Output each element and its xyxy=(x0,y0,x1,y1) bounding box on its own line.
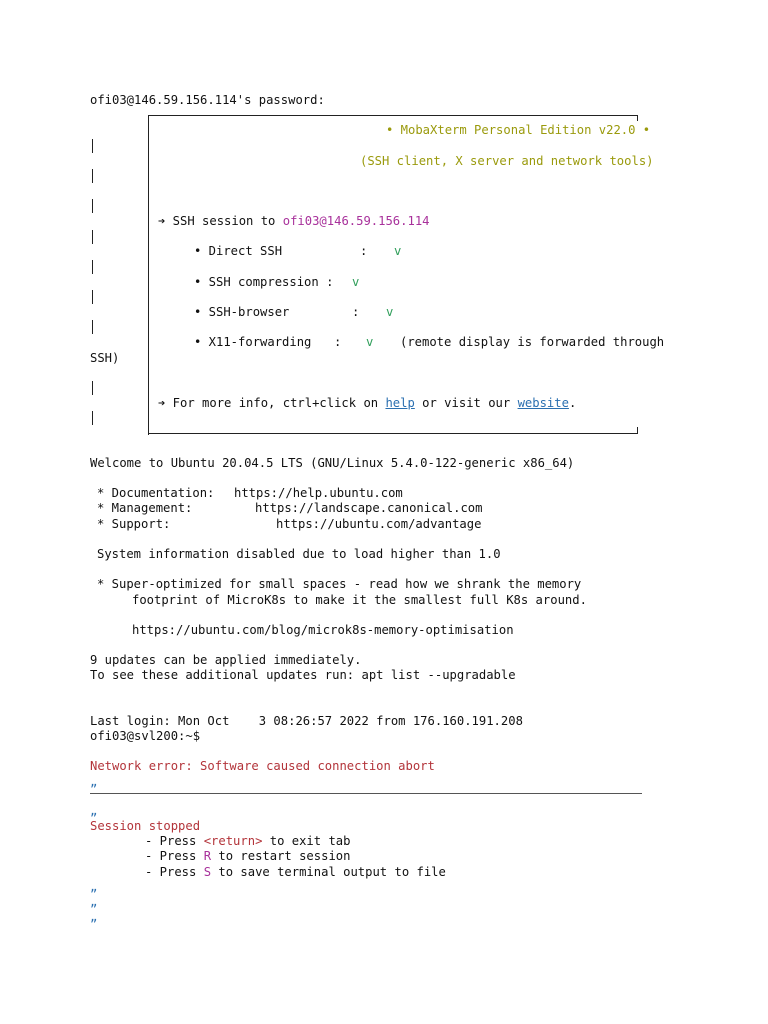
support-label: * Support: xyxy=(97,517,171,531)
ssh-session-label: ➔ SSH session to xyxy=(158,214,283,228)
support-url: https://ubuntu.com/advantage xyxy=(276,517,482,531)
last-login: Last login: Mon Oct 3 08:26:57 2022 from 176.160.191.208 xyxy=(90,714,523,728)
return-key: <return> xyxy=(203,834,263,848)
feature-ssh-compression: • SSH compression : xyxy=(194,275,334,289)
x11-note-cont: SSH) xyxy=(90,351,120,365)
press-label: - Press xyxy=(145,865,204,879)
feature-check: v xyxy=(394,244,402,258)
info-prefix: ➔ For more info, ctrl+click on xyxy=(158,396,386,410)
updates-line2: To see these additional updates run: apt list --upgradable xyxy=(90,668,516,682)
ssh-session-host: ofi03@146.59.156.114 xyxy=(282,214,430,228)
feature-sep: : xyxy=(360,244,368,258)
microk8s-line2: footprint of MicroK8s to make it the smallest full K8s around. xyxy=(132,593,587,607)
shell-prompt: ofi03@svl200:~$ xyxy=(90,729,201,743)
return-text: to exit tab xyxy=(262,834,351,848)
frame-edge xyxy=(92,230,93,244)
info-line xyxy=(158,396,576,411)
frame-edge xyxy=(92,169,93,183)
feature-check: v xyxy=(366,335,374,349)
marker-glyph: „ xyxy=(90,804,98,818)
ssh-session-line xyxy=(158,214,430,229)
banner-frame-corner xyxy=(637,115,638,121)
frame-edge xyxy=(92,290,93,304)
banner-frame-bottom xyxy=(148,433,638,434)
feature-direct-ssh: • Direct SSH xyxy=(194,244,283,258)
press-s-line xyxy=(145,865,446,880)
updates-line1: 9 updates can be applied immediately. xyxy=(90,653,362,667)
marker-glyph: „ xyxy=(90,895,98,909)
s-text: to save terminal output to file xyxy=(211,865,446,879)
separator-line xyxy=(90,793,642,794)
banner-frame-corner xyxy=(637,427,638,433)
feature-sep: : xyxy=(334,335,342,349)
feature-check: v xyxy=(352,275,360,289)
frame-edge xyxy=(92,320,93,334)
feature-sep: : xyxy=(352,305,360,319)
feature-x11-forwarding: • X11-forwarding xyxy=(194,335,312,349)
press-label: - Press xyxy=(145,834,204,848)
banner-subtitle: (SSH client, X server and network tools) xyxy=(360,154,654,168)
doc-url: https://help.ubuntu.com xyxy=(234,486,403,500)
network-error: Network error: Software caused connection abort xyxy=(90,759,435,773)
info-end: . xyxy=(568,396,577,410)
press-label: - Press xyxy=(145,849,204,863)
mgmt-url: https://landscape.canonical.com xyxy=(255,501,483,515)
frame-edge xyxy=(92,260,93,274)
help-link[interactable]: help xyxy=(385,396,415,410)
website-link[interactable]: website xyxy=(517,396,569,410)
frame-edge xyxy=(92,139,93,153)
marker-glyph: „ xyxy=(90,775,98,789)
sysinfo-line: System information disabled due to load higher than 1.0 xyxy=(97,547,501,561)
info-mid: or visit our xyxy=(414,396,518,410)
microk8s-url: https://ubuntu.com/blog/microk8s-memory-optimisation xyxy=(132,623,514,637)
frame-edge xyxy=(92,381,93,395)
mgmt-label: * Management: xyxy=(97,501,193,515)
x11-note: (remote display is forwarded through xyxy=(400,335,665,349)
welcome-line: Welcome to Ubuntu 20.04.5 LTS (GNU/Linux 5.4.0-122-generic x86_64) xyxy=(90,456,575,470)
feature-ssh-browser: • SSH-browser xyxy=(194,305,290,319)
r-key: R xyxy=(203,849,212,863)
banner-title: • MobaXterm Personal Edition v22.0 • xyxy=(386,123,651,137)
press-return-line xyxy=(145,834,350,849)
doc-label: * Documentation: xyxy=(97,486,215,500)
frame-edge xyxy=(92,411,93,425)
password-prompt: ofi03@146.59.156.114's password: xyxy=(90,93,325,107)
marker-glyph: „ xyxy=(90,880,98,894)
marker-glyph: „ xyxy=(90,910,98,924)
press-r-line xyxy=(145,849,350,864)
microk8s-line1: * Super-optimized for small spaces - read how we shrank the memory xyxy=(97,577,582,591)
s-key: S xyxy=(203,865,212,879)
session-stopped: Session stopped xyxy=(90,819,201,833)
banner-frame-left xyxy=(148,115,149,435)
r-text: to restart session xyxy=(211,849,351,863)
feature-check: v xyxy=(386,305,394,319)
frame-edge xyxy=(92,199,93,213)
banner-frame-top xyxy=(148,115,638,116)
